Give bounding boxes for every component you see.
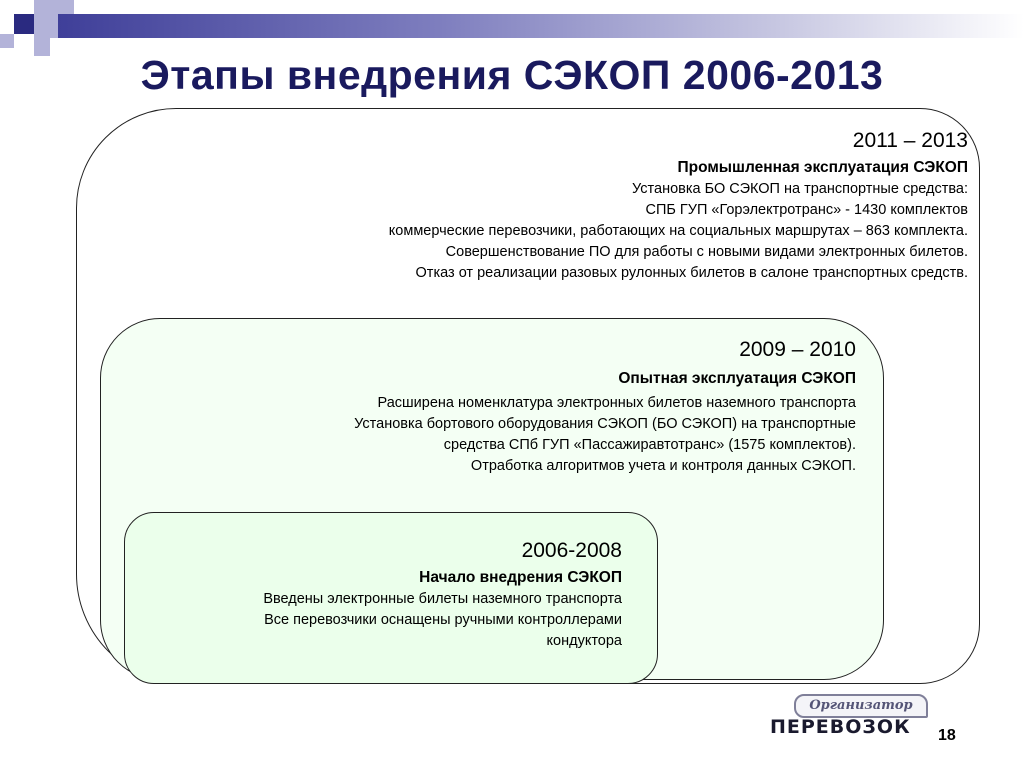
stage-line: Установка бортового оборудования СЭКОП (БО СЭКОП) на транспортные xyxy=(354,416,856,432)
stage-line: Отработка алгоритмов учета и контроля данных СЭКОП. xyxy=(470,458,856,474)
stage-heading: Опытная эксплуатация СЭКОП xyxy=(618,370,856,387)
decor-square-light-3 xyxy=(58,0,74,14)
decor-square-light-1 xyxy=(34,0,58,14)
slide-title: Этапы внедрения СЭКОП 2006-2013 xyxy=(140,52,884,98)
stage-text-2009-2010 xyxy=(156,336,856,477)
stage-line: Все перевозчики оснащены ручными контроллерами xyxy=(264,612,622,628)
stage-line: СПБ ГУП «Горэлектротранс» - 1430 комплектов xyxy=(645,202,968,218)
stage-heading: Промышленная эксплуатация СЭКОП xyxy=(677,159,968,176)
stage-line: кондуктора xyxy=(546,633,622,649)
stage-text-2011-2013 xyxy=(148,127,968,284)
stage-line: коммерческие перевозчики, работающих на социальных маршрутах – 863 комплекта. xyxy=(388,223,968,239)
decor-square-light-2 xyxy=(34,14,58,38)
stage-period: 2006-2008 xyxy=(521,539,622,562)
decor-square-dark-2 xyxy=(0,34,14,48)
stage-line: средства СПб ГУП «Пассажиравтотранс» (1575 комплектов). xyxy=(443,437,856,453)
organizer-logo xyxy=(770,694,930,744)
stage-period: 2011 – 2013 xyxy=(852,129,968,152)
stage-line: Установка БО СЭКОП на транспортные средства: xyxy=(632,181,968,197)
page-number: 18 xyxy=(938,727,956,744)
stage-line: Введены электронные билеты наземного транспорта xyxy=(263,591,622,607)
logo-main-text: ПЕРЕВОЗОК xyxy=(770,716,911,738)
decor-square-dark-1 xyxy=(14,14,34,34)
stage-line: Совершенствование ПО для работы с новыми видами электронных билетов. xyxy=(445,244,968,260)
stage-line: Отказ от реализации разовых рулонных билетов в салоне транспортных средств. xyxy=(415,265,968,281)
stage-line: Расширена номенклатура электронных билетов наземного транспорта xyxy=(377,395,856,411)
stage-heading: Начало внедрения СЭКОП xyxy=(419,569,622,586)
stage-period: 2009 – 2010 xyxy=(739,338,856,361)
stage-text-2006-2008 xyxy=(122,537,622,652)
logo-top-text: Организатор xyxy=(794,694,928,718)
header-gradient-bar xyxy=(58,14,1024,38)
